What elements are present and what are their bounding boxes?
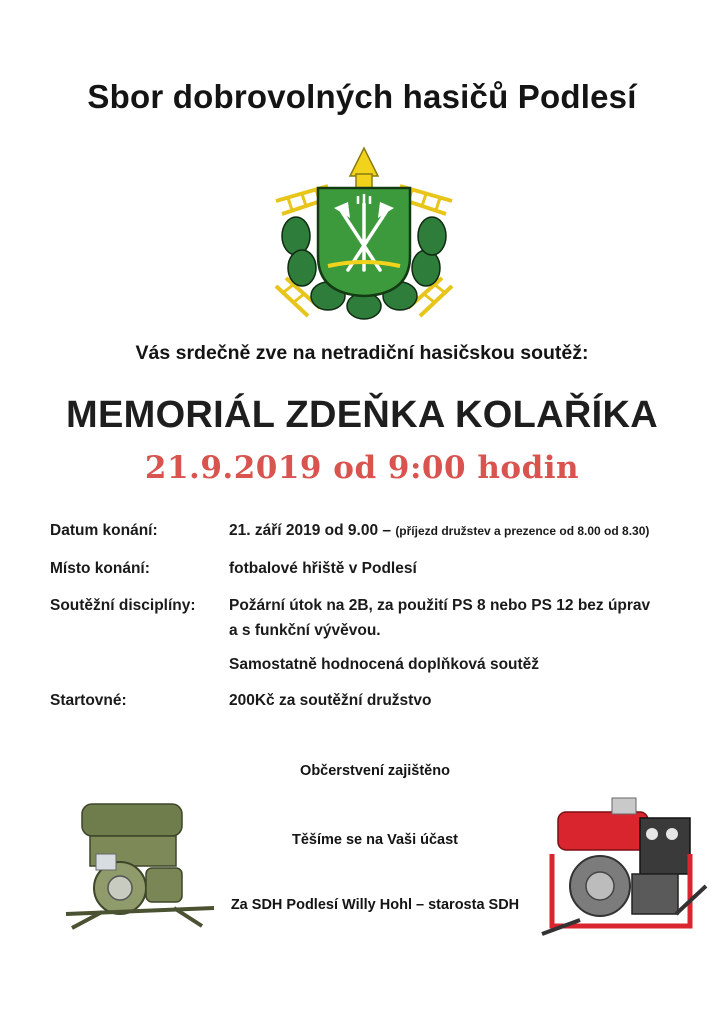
- signature-text: Za SDH Podlesí Willy Hohl – starosta SDH: [230, 897, 520, 913]
- disciplines-line-3: Samostatně hodnocená doplňková soutěž: [229, 656, 540, 673]
- date-value-text: 21. září 2019 od 9.00 –: [229, 522, 391, 539]
- disciplines-line-1: Požární útok na 2B, za použití PS 8 nebo PS 12 bez úprav: [229, 597, 651, 614]
- disciplines-label: Soutěžní disciplíny:: [50, 597, 196, 614]
- disciplines-line-2: a s funkční vývěvou.: [229, 622, 381, 639]
- date-value: [229, 522, 649, 540]
- place-value: fotbalové hřiště v Podlesí: [229, 560, 417, 577]
- date-label: Datum konání:: [50, 522, 158, 539]
- fire-pump-ps12-icon: [540, 790, 708, 950]
- firefighter-emblem-icon: [268, 146, 460, 324]
- fee-value: 200Kč za soutěžní družstvo: [229, 692, 432, 709]
- refreshments-text: Občerstvení zajištěno: [300, 763, 450, 779]
- date-note: (příjezd družstev a prezence od 8.00 od 8.30): [395, 524, 650, 538]
- fire-pump-ps8-icon: [62, 796, 220, 944]
- event-title: MEMORIÁL ZDEŇKA KOLAŘÍKA: [66, 394, 658, 436]
- invitation-text: Vás srdečně zve na netradiční hasičskou soutěž:: [135, 342, 589, 364]
- fee-label: Startovné:: [50, 692, 127, 709]
- page-title: Sbor dobrovolných hasičů Podlesí: [87, 78, 637, 115]
- place-label: Místo konání:: [50, 560, 150, 577]
- greeting-text: Těšíme se na Vaši účast: [291, 832, 459, 848]
- event-date-time: 21.9.2019 od 9:00 hodin: [144, 450, 580, 486]
